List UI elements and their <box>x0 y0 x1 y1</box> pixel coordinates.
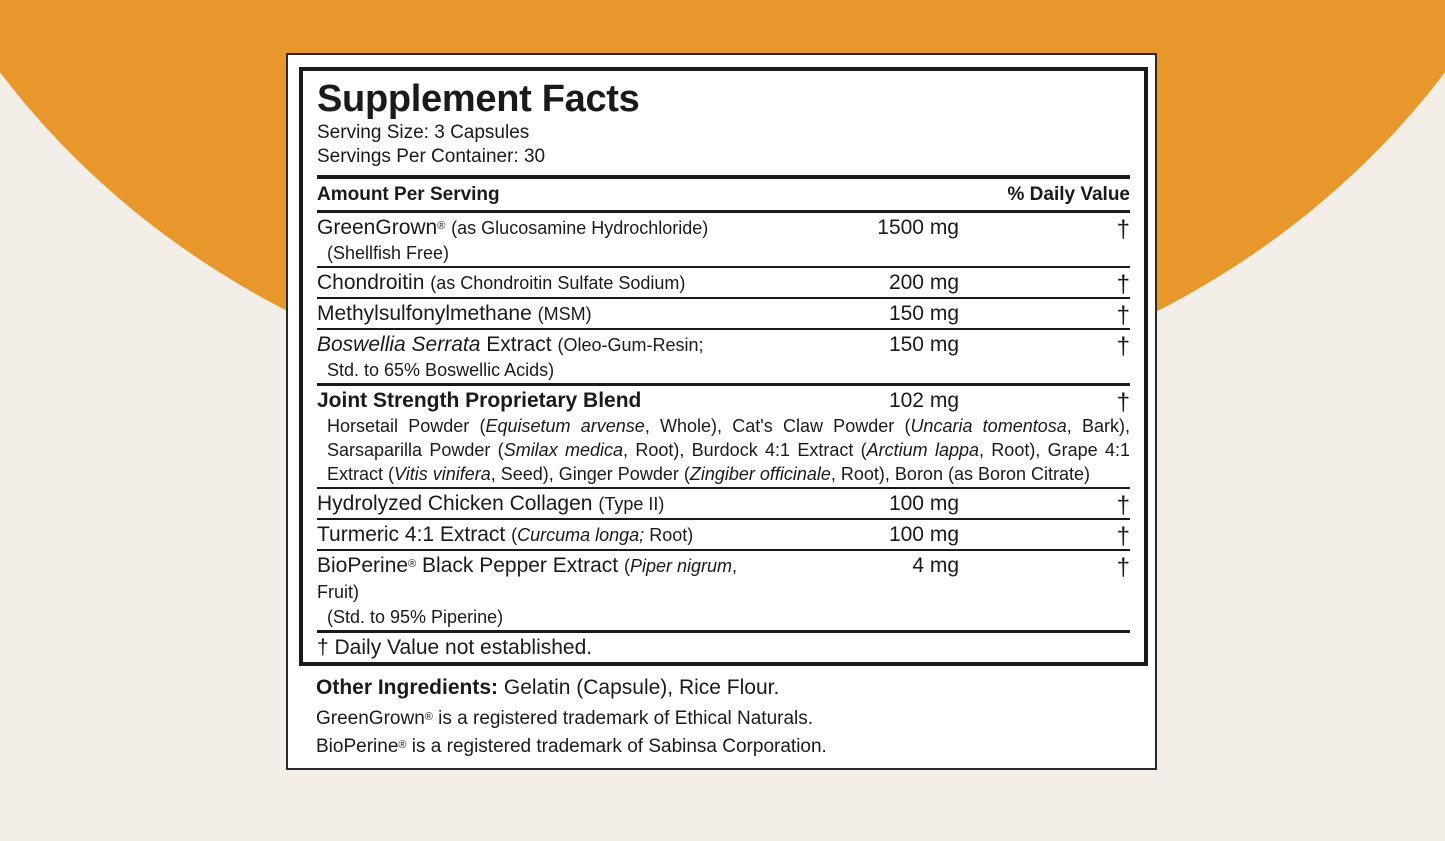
trademark-text: is a registered trademark of Sabinsa Corporation. <box>411 736 827 757</box>
ingredient-amount: 4 mg <box>912 554 959 577</box>
ingredient-detail: , Fruit) <box>317 556 738 602</box>
serving-size: Serving Size: 3 Capsules <box>317 122 530 143</box>
trademark-brand: BioPerine <box>316 736 399 757</box>
blend-text: , Root), Burdock 4:1 Extract ( <box>623 440 867 460</box>
table-row <box>317 487 1130 518</box>
blend-text: , Whole), Cat's Claw Powder ( <box>644 416 911 436</box>
ingredient-detail-2: (Std. to 95% Piperine) <box>327 607 504 627</box>
dv-dagger: † <box>1116 333 1130 360</box>
trademark-line <box>316 705 1135 733</box>
dv-dagger: † <box>1116 492 1130 519</box>
blend-text: Horsetail Powder ( <box>327 416 486 436</box>
registered-mark: ® <box>437 220 446 232</box>
ingredient-name: BioPerine <box>317 554 409 577</box>
ingredient-detail-2: (Shellfish Free) <box>327 243 450 263</box>
ingredient-detail: Root <box>649 525 688 545</box>
botanical-name: Uncaria tomentosa <box>910 416 1067 436</box>
table-row <box>317 266 1130 297</box>
ingredient-name: Chondroitin <box>317 271 425 294</box>
label-panel <box>286 53 1157 770</box>
ingredient-detail: (MSM) <box>537 304 592 324</box>
header-daily-value: % Daily Value <box>1007 184 1130 205</box>
ingredient-name: Turmeric 4:1 Extract <box>317 523 506 546</box>
dv-dagger: † <box>1116 389 1130 416</box>
ingredient-amount: 100 mg <box>888 492 959 515</box>
ingredient-amount: 200 mg <box>888 271 959 294</box>
dv-dagger: † <box>1116 302 1130 329</box>
table-row <box>317 383 1130 487</box>
dv-dagger: † <box>1116 216 1130 243</box>
botanical-name: Vitis vinifera <box>394 464 491 484</box>
registered-mark: ® <box>398 739 407 751</box>
table-row <box>317 328 1130 383</box>
ingredient-detail: (as Chondroitin Sulfate Sodium) <box>430 273 686 293</box>
ingredient-amount: 150 mg <box>888 302 959 325</box>
botanical-name: Equisetum arvense <box>485 416 645 436</box>
ingredient-detail-italic: Curcuma longa; <box>517 525 645 545</box>
table-row <box>317 297 1130 328</box>
below-box-text <box>316 675 1135 761</box>
ingredient-amount: 1500 mg <box>877 216 959 239</box>
ingredient-name: Methylsulfonylmethane <box>317 302 532 325</box>
blend-text: , Seed), Ginger Powder ( <box>490 464 690 484</box>
ingredient-name-rest: Black Pepper Extract <box>422 554 619 577</box>
table-row: Turmeric 4:1 Extract (Curcuma longa; Root) 100 mg † <box>317 518 1130 549</box>
dv-dagger: † <box>1116 554 1130 581</box>
supplement-facts-box <box>299 67 1148 666</box>
blend-description <box>317 414 1130 486</box>
table-row <box>317 210 1130 266</box>
botanical-name: Zingiber officinale <box>689 464 831 484</box>
header-amount-per-serving: Amount Per Serving <box>317 184 500 205</box>
registered-mark: ® <box>408 558 417 570</box>
other-ingredients-label: Other Ingredients: <box>316 676 499 699</box>
ingredient-name: Joint Strength Proprietary Blend <box>317 389 642 412</box>
ingredient-amount: 102 mg <box>888 389 959 412</box>
registered-mark: ® <box>424 711 433 723</box>
blend-text: , Bark), Sarsaparilla Powder ( <box>327 416 1130 460</box>
ingredient-detail: (as Glucosamine Hydrochloride) <box>451 218 709 238</box>
servings-per-container: Servings Per Container: 30 <box>317 146 546 167</box>
ingredient-name-italic: Boswellia Serrata <box>317 333 481 356</box>
blend-text: , Root), Grape 4:1 Extract ( <box>327 440 1130 484</box>
ingredient-amount: 100 mg <box>888 523 959 546</box>
ingredient-detail: (Oleo-Gum-Resin; <box>557 335 704 355</box>
footnote: † Daily Value not established. <box>317 636 593 659</box>
ingredient-detail-2: Std. to 65% Boswellic Acids) <box>327 360 555 380</box>
trademark-line <box>316 733 1135 761</box>
other-ingredients <box>316 675 1135 701</box>
other-ingredients-value: Gelatin (Capsule), Rice Flour. <box>503 676 780 699</box>
ingredient-name: Hydrolyzed Chicken Collagen <box>317 492 593 515</box>
column-header <box>317 179 1130 210</box>
blend-text: , Root), Boron (as Boron Citrate) <box>830 464 1091 484</box>
ingredient-name: GreenGrown <box>317 216 438 239</box>
trademark-brand: GreenGrown <box>316 708 425 729</box>
ingredient-detail: (Type II) <box>598 494 665 514</box>
botanical-name: Arctium lappa <box>866 440 979 460</box>
ingredient-detail-italic: Piper nigrum <box>629 556 732 576</box>
page-title: Supplement Facts <box>317 78 640 120</box>
botanical-name: Smilax medica <box>503 440 624 460</box>
ingredient-amount: 150 mg <box>888 333 959 356</box>
ingredient-name: Extract <box>486 333 552 356</box>
trademark-text: is a registered trademark of Ethical Naturals. <box>438 708 814 729</box>
dv-dagger: † <box>1116 523 1130 550</box>
table-row: BioPerine® Black Pepper Extract (Piper nigrum, Fruit) (Std. to 95% Piperine) 4 mg † <box>317 549 1130 630</box>
dv-dagger: † <box>1116 271 1130 298</box>
